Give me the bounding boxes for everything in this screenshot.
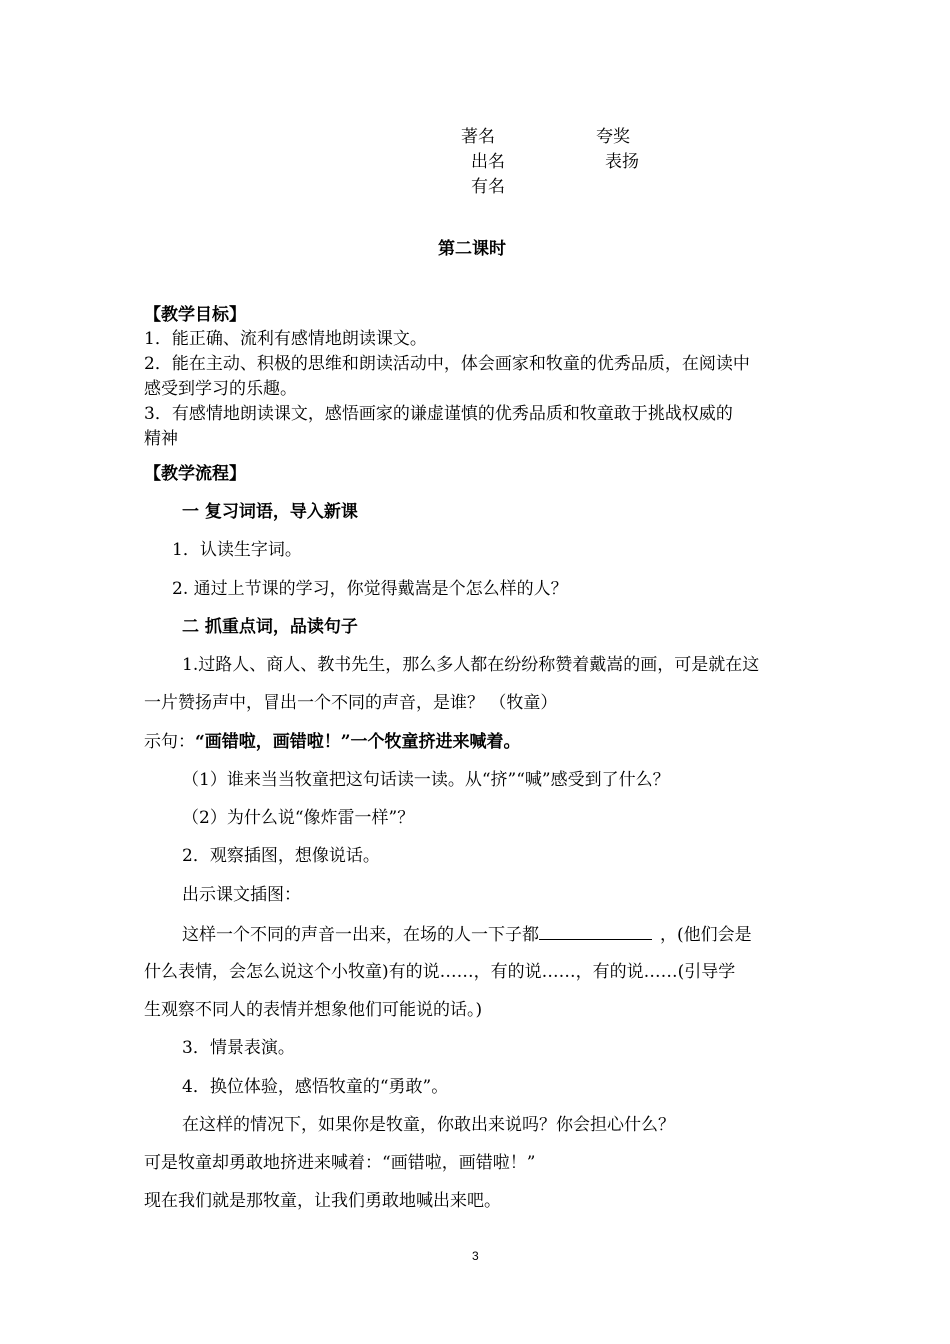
word-youming: 有名 bbox=[471, 177, 505, 197]
process-heading: 【教学流程】 bbox=[144, 464, 246, 484]
fill-line-3: 生观察不同人的表情并想象他们可能说的话。) bbox=[144, 1000, 483, 1020]
objective-2: 2．能在主动、积极的思维和朗读活动中，体会画家和牧童的优秀品质，在阅读中 bbox=[144, 354, 750, 374]
item-2: 2．观察插图，想像说话。 bbox=[182, 846, 380, 866]
word-zhuming: 著名 bbox=[461, 127, 495, 147]
paragraph-a: 在这样的情况下，如果你是牧童，你敢出来说吗？你会担心什么？ bbox=[182, 1115, 675, 1135]
show-picture: 出示课文插图： bbox=[182, 885, 301, 905]
fill-line-1 bbox=[182, 921, 752, 947]
word-chuming: 出名 bbox=[471, 152, 505, 172]
paragraph-c: 现在我们就是那牧童，让我们勇敢地喊出来吧。 bbox=[144, 1191, 501, 1211]
fill-blank bbox=[539, 921, 652, 940]
example-quote: “画错啦，画错啦！”一个牧童挤进来喊着。 bbox=[195, 732, 521, 752]
example-sentence bbox=[144, 730, 521, 754]
fill-text-after: ，(他们会是 bbox=[660, 925, 752, 945]
example-label: 示句： bbox=[144, 732, 195, 752]
item-3: 3．情景表演。 bbox=[182, 1038, 295, 1058]
objectives-heading: 【教学目标】 bbox=[144, 305, 246, 325]
word-kuajiang: 夸奖 bbox=[596, 127, 630, 147]
objective-2-cont: 感受到学习的乐趣。 bbox=[144, 379, 297, 399]
section-1-heading: 一 复习词语，导入新课 bbox=[182, 502, 358, 522]
item-4: 4．换位体验，感悟牧童的“勇敢”。 bbox=[182, 1077, 449, 1097]
question-2: （2）为什么说“像炸雷一样”？ bbox=[182, 808, 415, 828]
page-number: 3 bbox=[472, 1249, 479, 1263]
objective-3: 3．有感情地朗读课文，感悟画家的谦虚谨慎的优秀品质和牧童敢于挑战权威的 bbox=[144, 404, 733, 424]
lesson-title: 第二课时 bbox=[438, 239, 506, 259]
question-1: （1）谁来当当牧童把这句话读一读。从“挤”“喊”感受到了什么？ bbox=[182, 770, 670, 790]
paragraph-1-line-2: 一片赞扬声中，冒出一个不同的声音，是谁？ （牧童） bbox=[144, 693, 558, 713]
objective-1: 1．能正确、流利有感情地朗读课文。 bbox=[144, 329, 427, 349]
paragraph-b: 可是牧童却勇敢地挤进来喊着：“画错啦，画错啦！” bbox=[144, 1153, 536, 1173]
s1-item-1: 1．认读生字词。 bbox=[172, 540, 302, 560]
fill-text-before: 这样一个不同的声音一出来，在场的人一下子都 bbox=[182, 925, 539, 945]
section-2-heading: 二 抓重点词，品读句子 bbox=[182, 617, 358, 637]
s1-item-2: 2. 通过上节课的学习，你觉得戴嵩是个怎么样的人？ bbox=[172, 579, 568, 599]
objective-3-cont: 精神 bbox=[144, 429, 178, 449]
fill-line-2: 什么表情，会怎么说这个小牧童)有的说……，有的说……，有的说……(引导学 bbox=[144, 962, 736, 982]
word-biaoyang: 表扬 bbox=[605, 152, 639, 172]
paragraph-1-line-1: 1.过路人、商人、教书先生，那么多人都在纷纷称赞着戴嵩的画，可是就在这 bbox=[182, 655, 760, 675]
